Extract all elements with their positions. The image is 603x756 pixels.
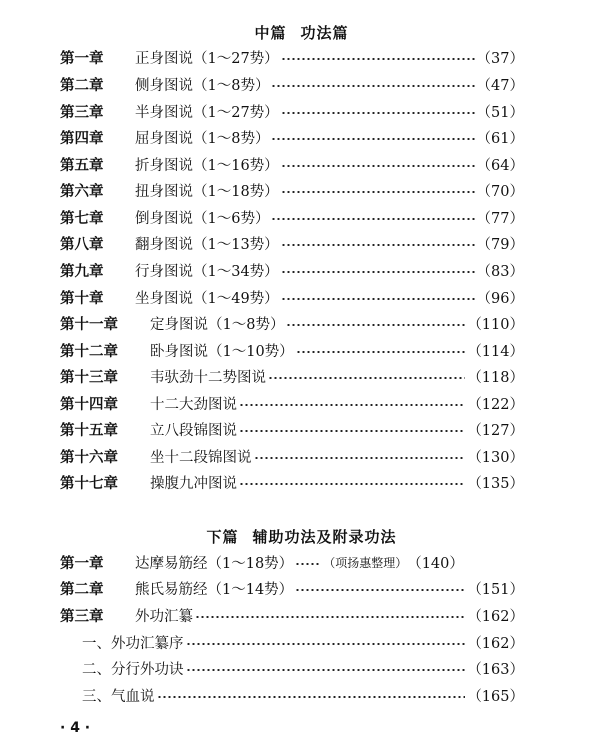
entry-title: 扭身图说（1～18势）	[135, 183, 279, 200]
dot-leader	[281, 112, 475, 114]
page-number: （70）	[476, 183, 524, 200]
chapter-number: 第十五章	[60, 422, 118, 439]
entry-title: 坐身图说（1～49势）	[135, 290, 279, 307]
entry-title: 折身图说（1～16势）	[135, 157, 279, 174]
chapter-number: 第六章	[60, 183, 104, 200]
toc-entry[interactable]	[60, 602, 524, 628]
chapter-number: 第十三章	[60, 369, 118, 386]
section-title-main: 下篇	[206, 528, 239, 546]
dot-leader	[186, 669, 466, 671]
dot-leader	[271, 85, 474, 87]
toc-subentry[interactable]	[82, 629, 524, 655]
page-number: （83）	[476, 263, 524, 280]
dot-leader	[281, 165, 475, 167]
page-number: （162）	[467, 608, 524, 625]
toc-entry[interactable]	[60, 44, 524, 70]
page-number: （140）	[407, 555, 464, 572]
page-number: （163）	[467, 661, 524, 678]
chapter-number: 第四章	[60, 130, 104, 147]
dot-leader	[281, 191, 475, 193]
dot-leader	[295, 563, 319, 565]
dot-leader	[268, 377, 465, 379]
dot-leader	[281, 244, 475, 246]
toc-entry[interactable]	[60, 71, 524, 97]
page-number: （165）	[467, 688, 524, 705]
entry-title: 坐十二段锦图说	[150, 449, 252, 466]
dot-leader	[281, 271, 475, 273]
chapter-number: 第十七章	[60, 475, 118, 492]
dot-leader	[186, 643, 466, 645]
entry-title: 倒身图说（1～6势）	[135, 210, 270, 227]
toc-entry[interactable]	[60, 575, 524, 601]
chapter-number: 第五章	[60, 157, 104, 174]
page-number: （64）	[476, 157, 524, 174]
toc-entry[interactable]	[60, 124, 524, 150]
entry-title: 立八段锦图说	[150, 422, 237, 439]
entry-title: 操腹九冲图说	[150, 475, 237, 492]
dot-leader	[281, 58, 475, 60]
toc-entry[interactable]	[60, 177, 524, 203]
page-number: （118）	[467, 369, 524, 386]
section-title-middle	[0, 22, 603, 43]
entry-title: 二、分行外功诀	[82, 661, 184, 678]
page-number: （114）	[467, 343, 524, 360]
dot-leader	[239, 430, 465, 432]
toc-entry[interactable]	[60, 310, 524, 336]
entry-title: 十二大劲图说	[150, 396, 237, 413]
toc-entry[interactable]	[60, 284, 524, 310]
toc-entry[interactable]	[60, 151, 524, 177]
entry-title: 卧身图说（1～10势）	[150, 343, 294, 360]
section-title-main: 中篇	[254, 24, 287, 42]
page-number: （61）	[476, 130, 524, 147]
entry-title: 熊氏易筋经（1～14势）	[135, 581, 294, 598]
chapter-number: 第十二章	[60, 343, 118, 360]
toc-entry[interactable]	[60, 98, 524, 124]
dot-leader	[254, 457, 466, 459]
dot-leader	[281, 298, 475, 300]
dot-leader	[271, 138, 474, 140]
chapter-number: 第二章	[60, 77, 104, 94]
entry-title: 三、气血说	[82, 688, 155, 705]
chapter-number: 第十一章	[60, 316, 118, 333]
dot-leader	[239, 483, 465, 485]
entry-note: （项扬惠整理）	[323, 555, 408, 570]
chapter-number: 第十四章	[60, 396, 118, 413]
entry-title: 外功汇纂	[135, 608, 193, 625]
page-number: （122）	[467, 396, 524, 413]
toc-entry[interactable]	[60, 549, 524, 575]
chapter-number: 第二章	[60, 581, 104, 598]
entry-title: 韦驮劲十二势图说	[150, 369, 266, 386]
page-number: （162）	[467, 635, 524, 652]
entry-title: 侧身图说（1～8势）	[135, 77, 270, 94]
entry-title: 正身图说（1～27势）	[135, 50, 279, 67]
dot-leader	[295, 589, 465, 591]
toc-entry[interactable]	[60, 337, 524, 363]
page-number: （77）	[476, 210, 524, 227]
toc-entry[interactable]	[60, 230, 524, 256]
entry-title: 定身图说（1～8势）	[150, 316, 285, 333]
page-number: （127）	[467, 422, 524, 439]
chapter-number: 第九章	[60, 263, 104, 280]
page-number: （110）	[467, 316, 524, 333]
dot-leader	[286, 324, 465, 326]
entry-title: 行身图说（1～34势）	[135, 263, 279, 280]
chapter-number: 第三章	[60, 104, 104, 121]
entry-title: 半身图说（1～27势）	[135, 104, 279, 121]
chapter-number: 第十章	[60, 290, 104, 307]
dot-leader	[296, 351, 466, 353]
toc-entry[interactable]	[60, 416, 524, 442]
chapter-number: 第十六章	[60, 449, 118, 466]
entry-title: 一、外功汇纂序	[82, 635, 184, 652]
page-number: （130）	[467, 449, 524, 466]
chapter-number: 第七章	[60, 210, 104, 227]
section-title-lower	[0, 526, 603, 547]
toc-subentry[interactable]	[82, 655, 524, 681]
page-number: （37）	[476, 50, 524, 67]
toc-entry[interactable]	[60, 469, 524, 495]
toc-entry[interactable]	[60, 363, 524, 389]
page-number: （135）	[467, 475, 524, 492]
section-title-sub: 功法篇	[300, 24, 349, 42]
entry-title: 达摩易筋经（1～18势）	[135, 555, 294, 572]
chapter-number: 第八章	[60, 236, 104, 253]
toc-entry[interactable]	[60, 443, 524, 469]
toc-entry[interactable]	[60, 204, 524, 230]
dot-leader	[271, 218, 474, 220]
chapter-number: 第一章	[60, 555, 104, 572]
page-number: （79）	[476, 236, 524, 253]
chapter-number: 第一章	[60, 50, 104, 67]
page-number: （96）	[476, 290, 524, 307]
dot-leader	[195, 616, 465, 618]
page-number: （47）	[476, 77, 524, 94]
entry-title: 屈身图说（1～8势）	[135, 130, 270, 147]
entry-title: 翻身图说（1～13势）	[135, 236, 279, 253]
page-number: （51）	[476, 104, 524, 121]
toc-subentry[interactable]	[82, 682, 524, 708]
toc-entry[interactable]	[60, 390, 524, 416]
toc-entry[interactable]	[60, 257, 524, 283]
chapter-number: 第三章	[60, 608, 104, 625]
section-title-sub: 辅助功法及附录功法	[252, 528, 397, 546]
dot-leader	[157, 696, 466, 698]
dot-leader	[239, 404, 465, 406]
page-folio: · 4 ·	[60, 720, 91, 736]
page-number: （151）	[467, 581, 524, 598]
